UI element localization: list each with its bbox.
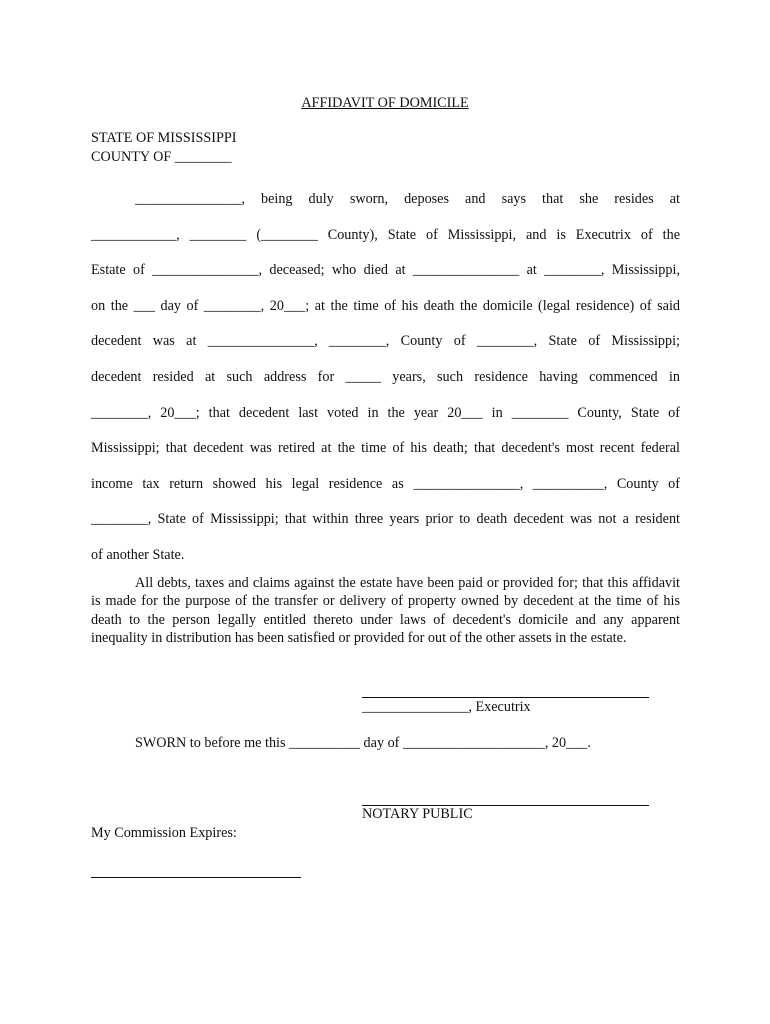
- state-line: STATE OF MISSISSIPPI: [91, 130, 237, 146]
- sworn-line: SWORN to before me this __________ day of ____________________, 20___.: [135, 735, 591, 751]
- body-line: on the ___ day of ________, 20___; at the time of his death the domicile (legal residence) of said: [91, 297, 680, 314]
- commission-label: My Commission Expires:: [91, 825, 237, 841]
- body-line: ____________, ________ (________ County), State of Mississippi, and is Executrix of the: [91, 226, 680, 243]
- county-line: COUNTY OF ________: [91, 149, 232, 165]
- body-line: ________, State of Mississippi; that within three years prior to death decedent was not a resident: [91, 511, 680, 528]
- document-title: AFFIDAVIT OF DOMICILE: [301, 95, 469, 111]
- body-line: Mississippi; that decedent was retired at the time of his death; that decedent's most recent federal: [91, 440, 680, 457]
- debts-paragraph: All debts, taxes and claims against the estate have been paid or provided for; that this affidavit is made for the purpose of the transfer or delivery of property owned by decedent at the time of his death to the person legally entitled thereto under laws of decedent's domicile and any apparent inequality in distribution has been satisfied or provided for out of the other assets in the estate.: [91, 575, 680, 646]
- body-line: decedent resided at such address for _____ years, such residence having commenced in: [91, 368, 680, 385]
- body-line: decedent was at _______________, ________, County of ________, State of Mississippi;: [91, 333, 680, 350]
- affidavit-body: [91, 182, 680, 574]
- executrix-signature-line: [362, 697, 649, 698]
- body-line: Estate of _______________, deceased; who died at _______________ at ________, Mississippi,: [91, 262, 680, 279]
- executrix-label: _______________, Executrix: [362, 699, 531, 715]
- body-line: income tax return showed his legal residence as _______________, __________, County of: [91, 475, 680, 492]
- notary-label: NOTARY PUBLIC: [362, 806, 473, 822]
- body-line: ________, 20___; that decedent last voted in the year 20___ in ________ County, State of: [91, 404, 680, 421]
- body-line: of another State.: [91, 546, 185, 563]
- commission-expiry-line: [91, 877, 301, 878]
- body-line: _______________, being duly sworn, deposes and says that she resides at: [135, 191, 680, 207]
- venue-block: [91, 129, 237, 167]
